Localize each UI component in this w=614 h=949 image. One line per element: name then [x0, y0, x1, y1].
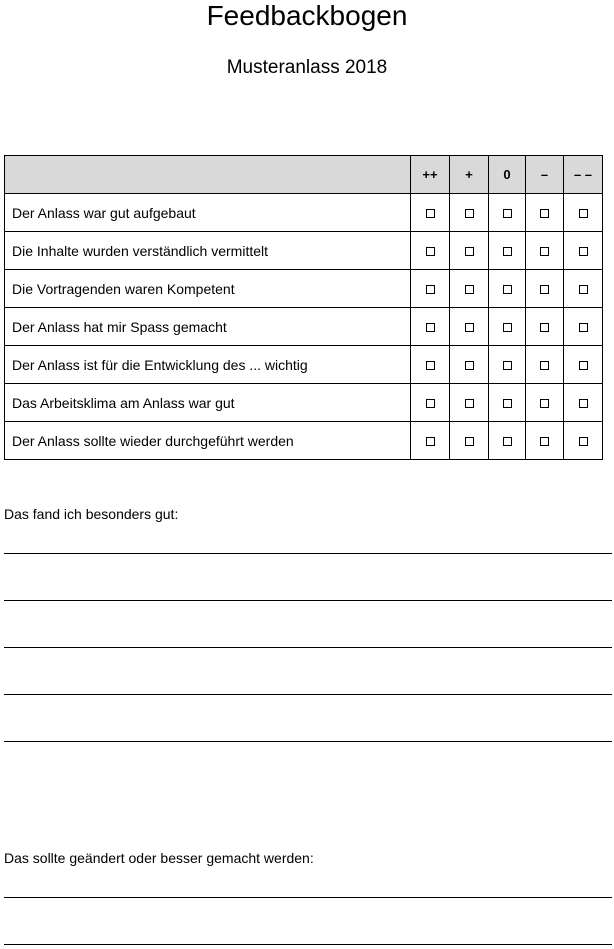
rating-header-row	[5, 156, 603, 194]
checkbox[interactable]	[579, 285, 588, 294]
checkbox[interactable]	[503, 209, 512, 218]
checkbox[interactable]	[426, 209, 435, 218]
checkbox[interactable]	[426, 399, 435, 408]
section-label-improve: Das sollte geändert oder besser gemacht werden:	[4, 850, 314, 866]
table-row	[5, 194, 603, 232]
checkbox[interactable]	[503, 361, 512, 370]
checkbox[interactable]	[503, 285, 512, 294]
checkbox[interactable]	[540, 437, 549, 446]
checkbox[interactable]	[465, 209, 474, 218]
checkbox[interactable]	[426, 437, 435, 446]
column-header-very-good: ++	[411, 156, 450, 194]
section-label-good: Das fand ich besonders gut:	[4, 506, 179, 522]
writing-line[interactable]	[4, 647, 612, 648]
checkbox[interactable]	[540, 399, 549, 408]
question-label: Die Vortragenden waren Kompetent	[5, 270, 411, 308]
table-row	[5, 422, 603, 460]
question-label: Der Anlass sollte wieder durchgeführt werden	[5, 422, 411, 460]
writing-line[interactable]	[4, 944, 612, 945]
checkbox[interactable]	[465, 285, 474, 294]
checkbox[interactable]	[426, 247, 435, 256]
column-header-neutral: 0	[489, 156, 526, 194]
checkbox[interactable]	[579, 323, 588, 332]
column-header-good: +	[450, 156, 489, 194]
checkbox[interactable]	[540, 285, 549, 294]
column-header-question	[5, 156, 411, 194]
table-row	[5, 270, 603, 308]
table-row	[5, 308, 603, 346]
column-header-bad: –	[526, 156, 564, 194]
checkbox[interactable]	[426, 361, 435, 370]
checkbox[interactable]	[503, 399, 512, 408]
checkbox[interactable]	[540, 247, 549, 256]
question-label: Die Inhalte wurden verständlich vermittelt	[5, 232, 411, 270]
checkbox[interactable]	[503, 437, 512, 446]
checkbox[interactable]	[579, 437, 588, 446]
column-header-very-bad: – –	[564, 156, 603, 194]
question-label: Der Anlass hat mir Spass gemacht	[5, 308, 411, 346]
question-label: Der Anlass war gut aufgebaut	[5, 194, 411, 232]
writing-line[interactable]	[4, 694, 612, 695]
table-row	[5, 346, 603, 384]
checkbox[interactable]	[503, 323, 512, 332]
table-row	[5, 384, 603, 422]
rating-table	[4, 155, 603, 460]
checkbox[interactable]	[465, 323, 474, 332]
checkbox[interactable]	[426, 323, 435, 332]
checkbox[interactable]	[579, 361, 588, 370]
checkbox[interactable]	[426, 285, 435, 294]
checkbox[interactable]	[465, 437, 474, 446]
checkbox[interactable]	[465, 399, 474, 408]
page-subtitle: Musteranlass 2018	[226, 57, 388, 78]
checkbox[interactable]	[503, 247, 512, 256]
writing-line[interactable]	[4, 741, 612, 742]
writing-line[interactable]	[4, 897, 612, 898]
checkbox[interactable]	[465, 247, 474, 256]
table-row	[5, 232, 603, 270]
writing-line[interactable]	[4, 553, 612, 554]
question-label: Der Anlass ist für die Entwicklung des ... wichtig	[5, 346, 411, 384]
checkbox[interactable]	[540, 361, 549, 370]
checkbox[interactable]	[540, 323, 549, 332]
checkbox[interactable]	[540, 209, 549, 218]
writing-line[interactable]	[4, 600, 612, 601]
checkbox[interactable]	[579, 399, 588, 408]
question-label: Das Arbeitsklima am Anlass war gut	[5, 384, 411, 422]
checkbox[interactable]	[465, 361, 474, 370]
checkbox[interactable]	[579, 209, 588, 218]
page-title: Feedbackbogen	[206, 0, 408, 31]
checkbox[interactable]	[579, 247, 588, 256]
